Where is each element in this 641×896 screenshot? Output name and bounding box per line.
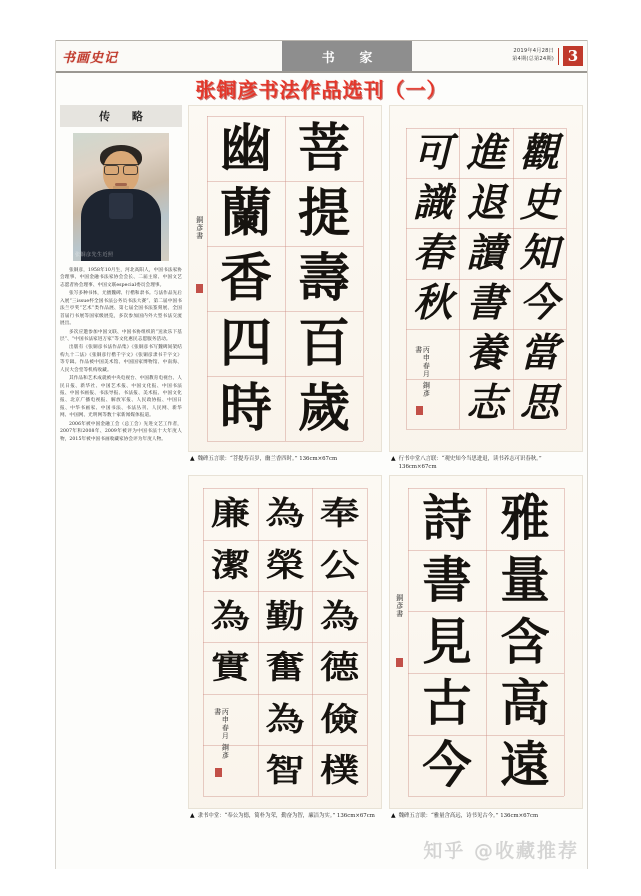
issue-date: 2019年4月28日: [513, 48, 555, 55]
page-content: [56, 103, 587, 870]
portrait-photo: [73, 133, 169, 261]
artwork-cell: [389, 475, 583, 820]
masthead-spacer-right: [412, 41, 512, 71]
calligraphy-glyph: 今: [519, 280, 559, 327]
calligraphy-glyph: 高: [500, 674, 550, 733]
calligraphy-glyph: 智: [265, 751, 305, 789]
biography-heading: 传 略: [60, 105, 182, 127]
page-title: 张铜彦书法作品选刊（一）: [195, 77, 448, 102]
calligraphy-glyph: 雅: [500, 489, 550, 548]
calligraphy-glyph: 思: [519, 380, 559, 427]
caption-dimensions: 136cm×67cm: [398, 464, 437, 471]
masthead-spacer-left: [182, 41, 282, 71]
glasses-icon: [104, 164, 138, 173]
calligraphy-glyph: 今: [422, 735, 472, 794]
calligraphy-image-1[interactable]: [188, 105, 382, 452]
masthead-dates: [512, 48, 554, 64]
artwork-caption-1: [188, 452, 382, 463]
calligraphy-glyph: 奉: [320, 494, 360, 533]
biography-paragraph: 出版有《张铜彦书法作品集》《张铜彦书写魏碑间架结构九十二法》《张铜彦行楷千字文》《张铜彦隶书千字文》等专辑。作品被中国美术馆、中国国家博物馆、中南海、人民大会堂等机构收藏。: [60, 345, 182, 373]
grid-line: [203, 540, 367, 541]
page-title-wrap: [56, 73, 587, 103]
calligraphy-glyph: 儉: [320, 699, 360, 738]
grid-line: [203, 642, 367, 643]
issue-number: 第4期(总第24期): [512, 56, 555, 62]
artwork-cell: [188, 105, 382, 471]
grid-line: [408, 796, 564, 797]
calligraphy-glyph: 遠: [500, 735, 550, 794]
artwork-column: [188, 105, 583, 870]
calligraphy-glyph: 潔: [210, 545, 250, 584]
caption-text: [198, 812, 380, 820]
caption-title: 行书中堂八言联：“观史知今当思进退，读书养志可识春秋。”: [398, 456, 542, 462]
calligraphy-glyph: 量: [500, 550, 550, 609]
biography-paragraph: 其作品和艺术成就被中央电视台、中国教育电视台、人民日报、新华社、中国艺术报、中国文化报、中国书法报、中国书画报、书法导报、书法报、美术报、中国文化报、北京广播电视报、解放军报、人民政协报、中国日报、中华书画家、中国书法、书法丛刊、人民网、新华网、中国网、光明网等数十家新闻媒体报道。: [60, 376, 182, 419]
calligraphy-glyph: 為: [320, 597, 360, 635]
calligraphy-glyph: 知: [519, 229, 559, 276]
grid-line: [203, 488, 367, 489]
calligraphy-glyph: 百: [297, 312, 350, 374]
calligraphy-glyph: 實: [210, 648, 250, 687]
calligraphy-glyph: 幽: [219, 117, 272, 179]
calligraphy-glyph: 榮: [265, 545, 305, 584]
calligraphy-glyph: 退: [466, 179, 506, 226]
caption-title: 隶书中堂：“奉公为德，简朴为荣，勤奋为智，廉洁为实。”: [197, 813, 336, 820]
triangle-marker-icon: ▲: [391, 812, 396, 820]
artist-signature: 銅彥書: [395, 594, 404, 619]
portrait-collar: [109, 193, 133, 219]
grid-line: [203, 694, 367, 695]
biography-paragraph: 张铜彦，1958年10月生，河北高阳人，中国书法家协会理事、中国金融书法家协会会长、二届主席、中国文艺志愿者协会理事、中国文联especial委员会理事。: [60, 268, 182, 288]
calligraphy-glyph: 書: [422, 550, 472, 609]
calligraphy-glyph: 養: [466, 330, 506, 377]
calligraphy-glyph: 歲: [297, 377, 350, 439]
artwork-caption-4: [389, 809, 583, 820]
artist-signature: 丙申春月 銅彥書: [213, 708, 230, 760]
caption-dimensions: 136cm×67cm: [336, 813, 375, 820]
calligraphy-image-4[interactable]: [389, 475, 583, 809]
grid-line: [203, 796, 367, 797]
calligraphy-glyph: 公: [320, 545, 360, 584]
calligraphy-glyph: 為: [265, 699, 305, 738]
calligraphy-glyph: 見: [422, 612, 472, 671]
grid-line: [203, 591, 367, 592]
page-number-badge: 3: [563, 46, 583, 66]
grid-line: [406, 429, 566, 430]
calligraphy-glyph: 勤: [265, 597, 305, 635]
grid-line: [564, 488, 565, 796]
biography-paragraph: 多次应邀参加中国文联、中国书协组织的“送欢乐下基层”、“中国书法家进万家”等文化惠民志愿服务活动。: [60, 329, 182, 342]
red-seal-icon: [416, 406, 423, 415]
masthead-logo: 书画史记: [62, 50, 119, 66]
calligraphy-glyph: 壽: [297, 247, 350, 309]
artwork-cell: [389, 105, 583, 471]
calligraphy-glyph: 春: [413, 229, 453, 276]
triangle-marker-icon: ▲: [190, 812, 195, 820]
grid-line: [566, 128, 567, 429]
calligraphy-glyph: 可: [413, 129, 453, 176]
calligraphy-glyph: 蘭: [219, 182, 272, 244]
red-seal-icon: [396, 658, 403, 667]
grid-line: [207, 441, 363, 442]
calligraphy-glyph: 讀: [466, 229, 506, 276]
calligraphy-glyph: 菩: [297, 117, 350, 179]
caption-text: [198, 455, 380, 463]
calligraphy-glyph: 含: [500, 612, 550, 671]
calligraphy-glyph: 當: [519, 330, 559, 377]
artist-signature: 銅彥書: [195, 216, 204, 240]
caption-text: [399, 812, 581, 820]
caption-text: [399, 455, 581, 471]
calligraphy-glyph: 時: [219, 377, 272, 439]
red-seal-icon: [196, 284, 203, 293]
calligraphy-image-2[interactable]: [389, 105, 583, 452]
calligraphy-glyph: 古: [422, 674, 472, 733]
calligraphy-glyph: 香: [219, 247, 272, 309]
calligraphy-glyph: 德: [320, 648, 360, 687]
masthead-section-label: 书 家: [282, 41, 412, 71]
grid-line: [367, 488, 368, 796]
artwork-cell: [188, 475, 382, 820]
calligraphy-glyph: 為: [265, 494, 305, 533]
triangle-marker-icon: ▲: [190, 455, 195, 462]
red-seal-icon: [215, 768, 222, 777]
artwork-caption-3: [188, 809, 382, 820]
calligraphy-glyph: 書: [466, 280, 506, 327]
caption-title: 魏碑五言联：“雅量含高远，诗书见古今。”: [398, 813, 499, 820]
artwork-grid: [188, 105, 583, 820]
site-watermark: 知乎 @收藏推荐: [423, 840, 579, 862]
biography-paragraph: 2006年被中国金融工会（总工会）先进文艺工作者，2007年和2008年、2009年被评为中国书法十大年度人物，2015年被中国书画收藏家协会评为年度人物。: [60, 421, 182, 442]
biography-paragraph: 张写多种书体，尤擅魏碑、行楷和隶书。与法作品先后入展“三issue杯全国书法公务员书法大赛”、第二届中国书法兰亭奖“艺术”类作品展、第七届全国书法篆刻展、全国首届行书展等国家级展览，多次参加国内外大型书法交流展出。: [60, 291, 182, 327]
calligraphy-glyph: 為: [210, 597, 250, 635]
calligraphy-glyph: 史: [519, 179, 559, 226]
grid-line: [363, 116, 364, 441]
calligraphy-glyph: 秋: [413, 280, 453, 327]
caption-dimensions: 136cm×67cm: [299, 456, 338, 462]
masthead-issue-block: [512, 41, 587, 71]
artist-signature: 丙申春月 銅彥書: [414, 346, 431, 398]
calligraphy-image-3[interactable]: [188, 475, 382, 809]
caption-dimensions: 136cm×67cm: [500, 813, 539, 820]
biography-column: [60, 105, 182, 870]
calligraphy-glyph: 進: [466, 129, 506, 176]
biography-text: [60, 267, 182, 827]
calligraphy-glyph: 樸: [320, 751, 360, 789]
masthead: [56, 40, 587, 73]
newspaper-page: [55, 40, 588, 869]
masthead-divider: [558, 48, 559, 65]
calligraphy-glyph: 廉: [210, 494, 250, 533]
calligraphy-glyph: 觀: [519, 129, 559, 176]
calligraphy-glyph: 四: [219, 312, 272, 374]
calligraphy-glyph: 提: [297, 182, 350, 244]
artwork-caption-2: [389, 452, 583, 471]
portrait-caption: 张铜彦先生近照: [75, 252, 114, 258]
calligraphy-glyph: 奮: [265, 648, 305, 687]
calligraphy-glyph: 詩: [422, 489, 472, 548]
caption-title: 魏碑五言联：“菩提寿百岁，幽兰香四时。”: [197, 456, 298, 462]
triangle-marker-icon: ▲: [391, 455, 396, 462]
calligraphy-glyph: 識: [413, 179, 453, 226]
calligraphy-glyph: 志: [466, 380, 506, 427]
